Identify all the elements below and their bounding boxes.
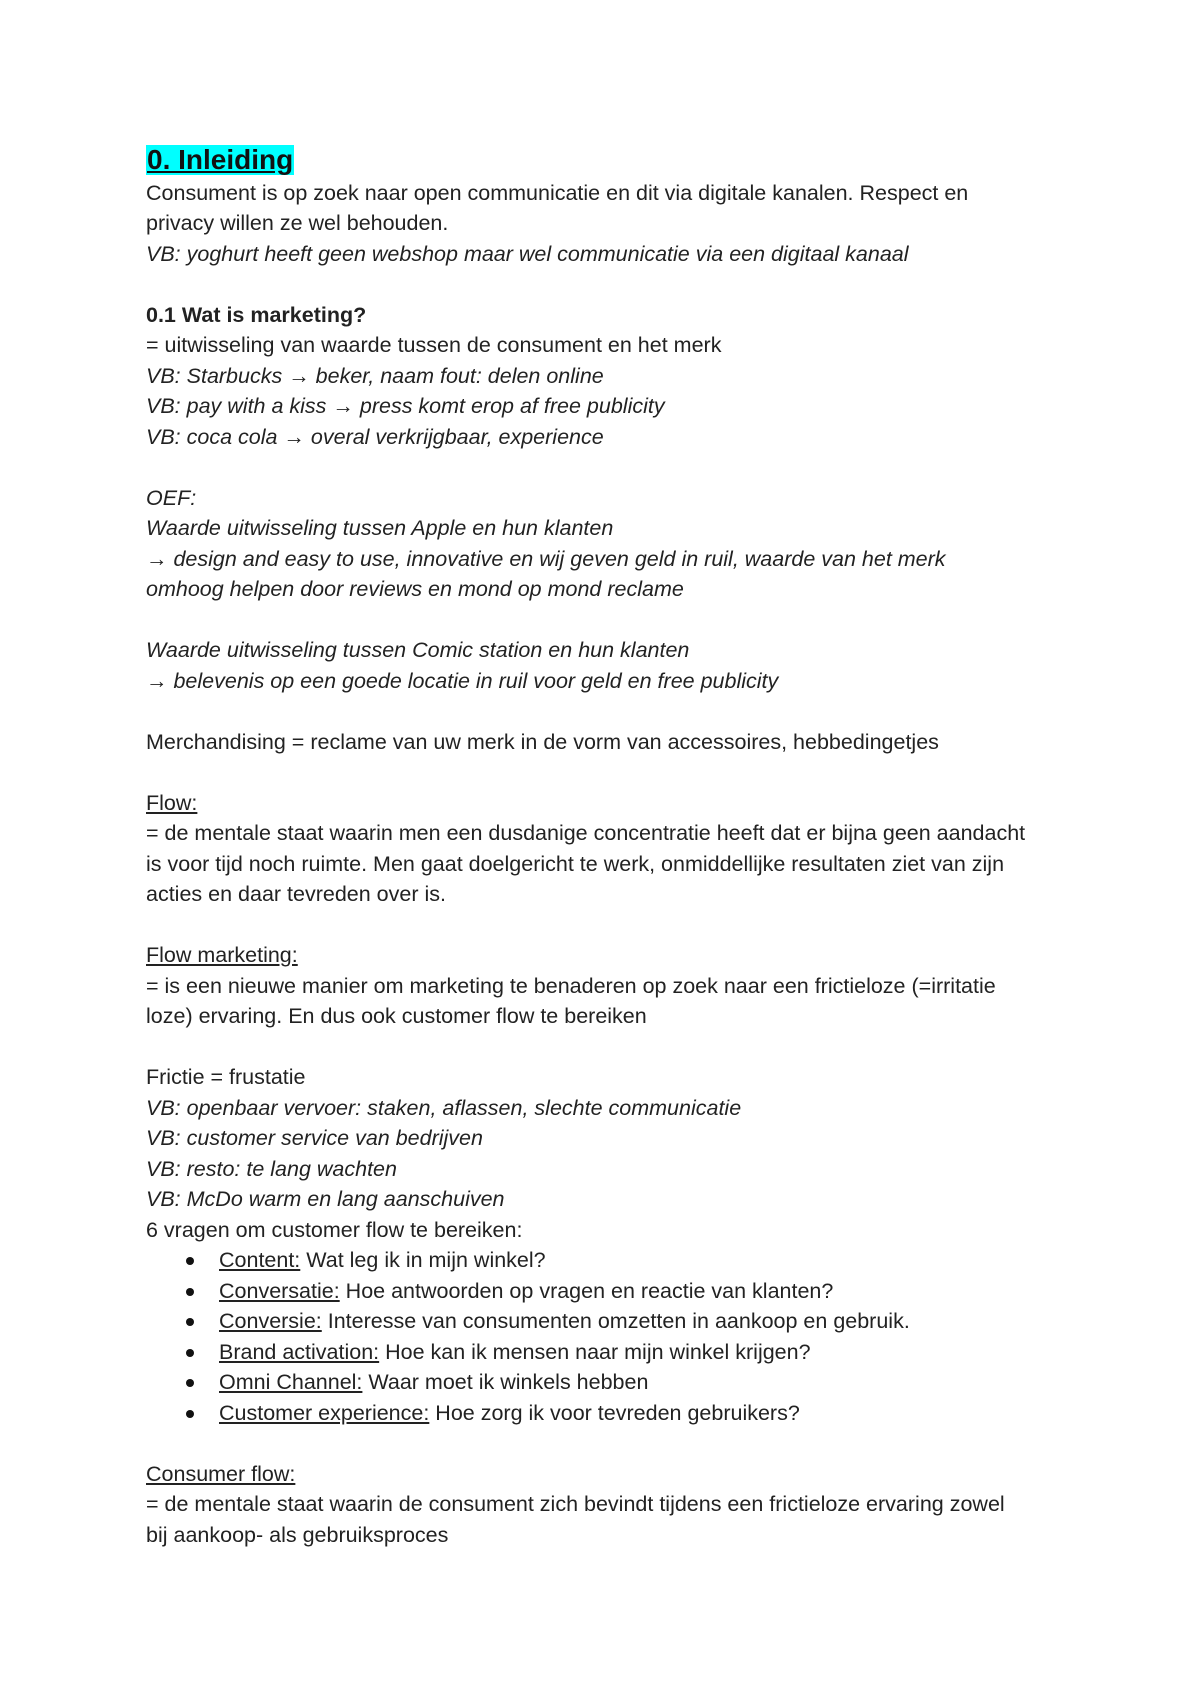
oef-comic-line: → belevenis op een goede locatie in ruil voor geld en free publicity bbox=[146, 668, 779, 693]
question-text: Hoe antwoorden op vragen en reactie van klanten? bbox=[339, 1278, 834, 1303]
section-heading: 0.1 Wat is marketing? bbox=[146, 302, 367, 327]
frictie-example: VB: customer service van bedrijven bbox=[146, 1126, 483, 1150]
question-term: Conversie: bbox=[219, 1309, 322, 1333]
example-line: VB: pay with a kiss → press komt erop af free publicity bbox=[146, 394, 665, 418]
frictie-example: VB: resto: te lang wachten bbox=[146, 1156, 397, 1181]
spacer bbox=[146, 1032, 1076, 1063]
oef-apple-line: omhoog helpen door reviews en mond op mond reclame bbox=[146, 577, 684, 601]
question-term: Conversatie: bbox=[219, 1278, 340, 1303]
merchandising-definition: Merchandising = reclame van uw merk in de vorm van accessoires, hebbedingetjes bbox=[146, 729, 939, 754]
list-item bbox=[146, 1245, 1076, 1276]
bullet-icon bbox=[186, 1349, 194, 1357]
flow-label: Flow: bbox=[146, 790, 198, 815]
frictie-definition: Frictie = frustatie bbox=[146, 1065, 306, 1089]
bullet-icon bbox=[186, 1288, 194, 1296]
consumer-flow-label-line bbox=[146, 1459, 1076, 1490]
consumer-flow-line: bij aankoop- als gebruiksproces bbox=[146, 1522, 449, 1547]
question-term: Customer experience: bbox=[219, 1400, 430, 1425]
oef-apple-title: Waarde uitwisseling tussen Apple en hun klanten bbox=[146, 516, 614, 540]
list-item bbox=[146, 1337, 1076, 1368]
spacer bbox=[146, 269, 1076, 300]
oef-label: OEF: bbox=[146, 485, 197, 510]
question-text: Waar moet ik winkels hebben bbox=[362, 1370, 649, 1394]
questions-list bbox=[146, 1245, 1076, 1428]
question-text: Hoe zorg ik voor tevreden gebruikers? bbox=[429, 1400, 800, 1425]
spacer bbox=[146, 452, 1076, 483]
question-term: Omni Channel: bbox=[219, 1370, 363, 1394]
question-text: Wat leg ik in mijn winkel? bbox=[300, 1248, 546, 1272]
flow-marketing-line: loze) ervaring. En dus ook customer flow te bereiken bbox=[146, 1004, 647, 1028]
example-line: VB: Starbucks → beker, naam fout: delen online bbox=[146, 363, 604, 388]
flow-line: = de mentale staat waarin men een dusdanige concentratie heeft dat er bijna geen aandacht bbox=[146, 821, 1026, 845]
bullet-icon bbox=[186, 1410, 194, 1418]
list-item bbox=[146, 1398, 1076, 1429]
question-text: Interesse van consumenten omzetten in aankoop en gebruik. bbox=[321, 1309, 910, 1333]
oef-apple-line: → design and easy to use, innovative en wij geven geld in ruil, waarde van het merk bbox=[146, 546, 946, 571]
page-title-line bbox=[146, 145, 1076, 178]
example-line: VB: coca cola → overal verkrijgbaar, experience bbox=[146, 424, 604, 449]
question-text: Hoe kan ik mensen naar mijn winkel krijgen? bbox=[379, 1339, 811, 1364]
flow-line: acties en daar tevreden over is. bbox=[146, 882, 446, 906]
spacer bbox=[146, 696, 1076, 727]
spacer bbox=[146, 910, 1076, 941]
questions-intro: 6 vragen om customer flow te bereiken: bbox=[146, 1217, 523, 1242]
bullet-icon bbox=[186, 1257, 194, 1265]
list-item bbox=[146, 1306, 1076, 1337]
page-title: 0. Inleiding bbox=[147, 144, 294, 175]
list-item bbox=[146, 1367, 1076, 1398]
document-page bbox=[146, 145, 1076, 1550]
spacer bbox=[146, 605, 1076, 636]
question-term: Content: bbox=[219, 1248, 301, 1272]
marketing-definition: = uitwisseling van waarde tussen de consument en het merk bbox=[146, 333, 722, 357]
flow-line: is voor tijd noch ruimte. Men gaat doelgericht te werk, onmiddellijke resultaten ziet van zijn bbox=[146, 851, 1005, 876]
bullet-icon bbox=[186, 1318, 194, 1326]
flow-marketing-label: Flow marketing: bbox=[146, 943, 298, 967]
question-term: Brand activation: bbox=[219, 1339, 380, 1364]
bullet-icon bbox=[186, 1379, 194, 1387]
flow-label-line bbox=[146, 788, 1076, 819]
flow-marketing-label-line bbox=[146, 940, 1076, 971]
spacer bbox=[146, 1428, 1076, 1459]
frictie-example: VB: McDo warm en lang aanschuiven bbox=[146, 1187, 505, 1211]
intro-example: VB: yoghurt heeft geen webshop maar wel communicatie via een digitaal kanaal bbox=[146, 241, 909, 266]
list-item bbox=[146, 1276, 1076, 1307]
frictie-example: VB: openbaar vervoer: staken, aflassen, slechte communicatie bbox=[146, 1095, 742, 1120]
flow-marketing-line: = is een nieuwe manier om marketing te benaderen op zoek naar een frictieloze (=irritatie bbox=[146, 973, 996, 998]
intro-line: privacy willen ze wel behouden. bbox=[146, 211, 449, 235]
intro-line: Consument is op zoek naar open communicatie en dit via digitale kanalen. Respect en bbox=[146, 180, 969, 205]
consumer-flow-line: = de mentale staat waarin de consument zich bevindt tijdens een frictieloze ervaring zowel bbox=[146, 1492, 1005, 1516]
spacer bbox=[146, 757, 1076, 788]
consumer-flow-label: Consumer flow: bbox=[146, 1461, 296, 1486]
oef-comic-title: Waarde uitwisseling tussen Comic station en hun klanten bbox=[146, 638, 690, 662]
